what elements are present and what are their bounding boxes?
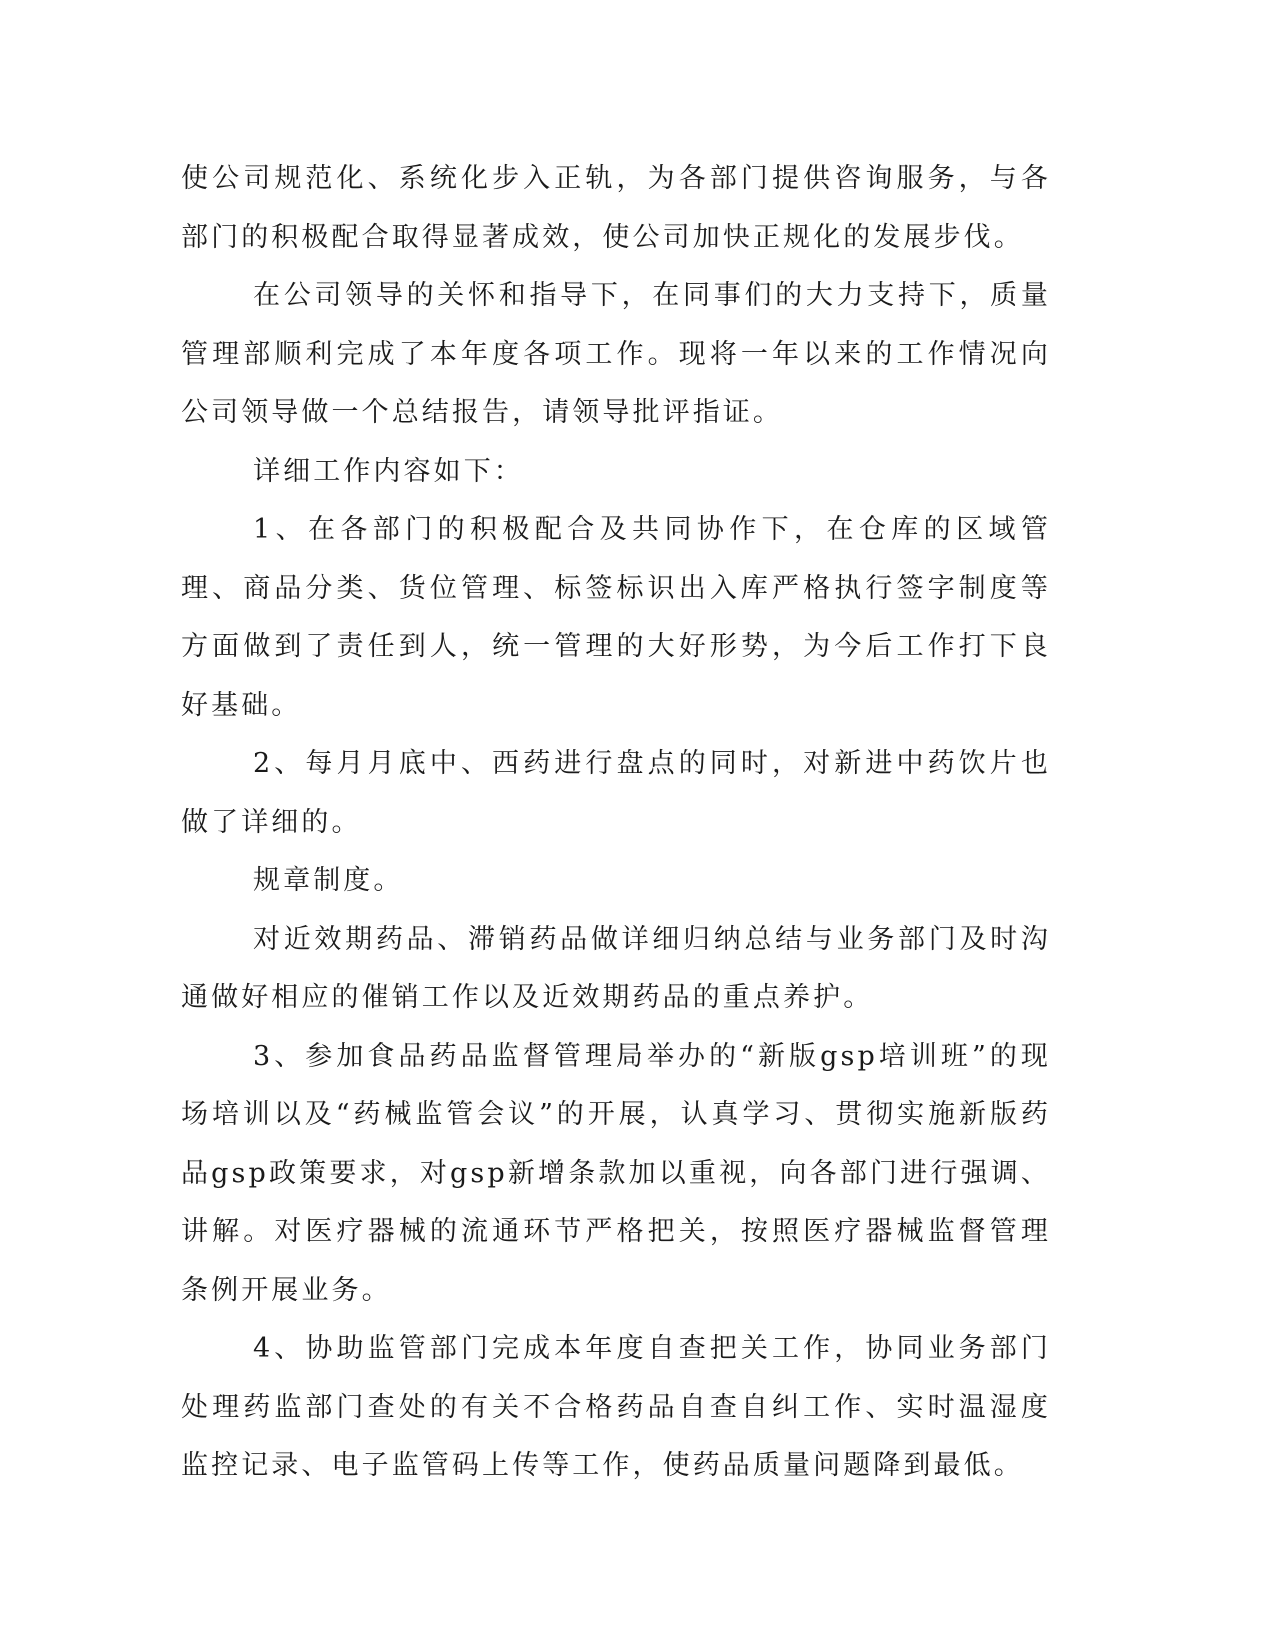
paragraph-regulations: 规章制度。: [253, 865, 404, 896]
paragraph-item-3: 3、参加食品药品监督管理局举办的“新版gsp培训班”的现场培训以及“药械监管会议”的开展，认真学习、贯彻实施新版药品gsp政策要求，对gsp新增条款加以重视，向各部门进行强调、讲解。对医疗器械的流通环节严格把关，按照医疗器械监督管理条例开展业务。: [181, 1040, 1051, 1306]
paragraph-intro-continuation: 使公司规范化、系统化步入正轨，为各部门提供咨询服务，与各部门的积极配合取得显著成效，使公司加快正规化的发展步伐。: [181, 163, 1051, 253]
paragraph-item-2: 2、每月月底中、西药进行盘点的同时，对新进中药饮片也做了详细的。: [181, 748, 1051, 838]
paragraph-expiry-drugs: 对近效期药品、滞销药品做详细归纳总结与业务部门及时沟通做好相应的催销工作以及近效期药品的重点养护。: [181, 923, 1051, 1013]
document-body: [181, 150, 1051, 1496]
paragraph-details-heading: 详细工作内容如下：: [253, 455, 524, 487]
paragraph-summary-report: 在公司领导的关怀和指导下，在同事们的大力支持下，质量管理部顺利完成了本年度各项工作。现将一年以来的工作情况向公司领导做一个总结报告，请领导批评指证。: [181, 280, 1051, 428]
paragraph-item-4: 4、协助监管部门完成本年度自查把关工作，协同业务部门处理药监部门查处的有关不合格药品自查自纠工作、实时温湿度监控记录、电子监管码上传等工作，使药品质量问题降到最低。: [181, 1333, 1051, 1481]
paragraph-item-1: 1、在各部门的积极配合及共同协作下，在仓库的区域管理、商品分类、货位管理、标签标识出入库严格执行签字制度等方面做到了责任到人，统一管理的大好形势，为今后工作打下良好基础。: [181, 514, 1051, 721]
